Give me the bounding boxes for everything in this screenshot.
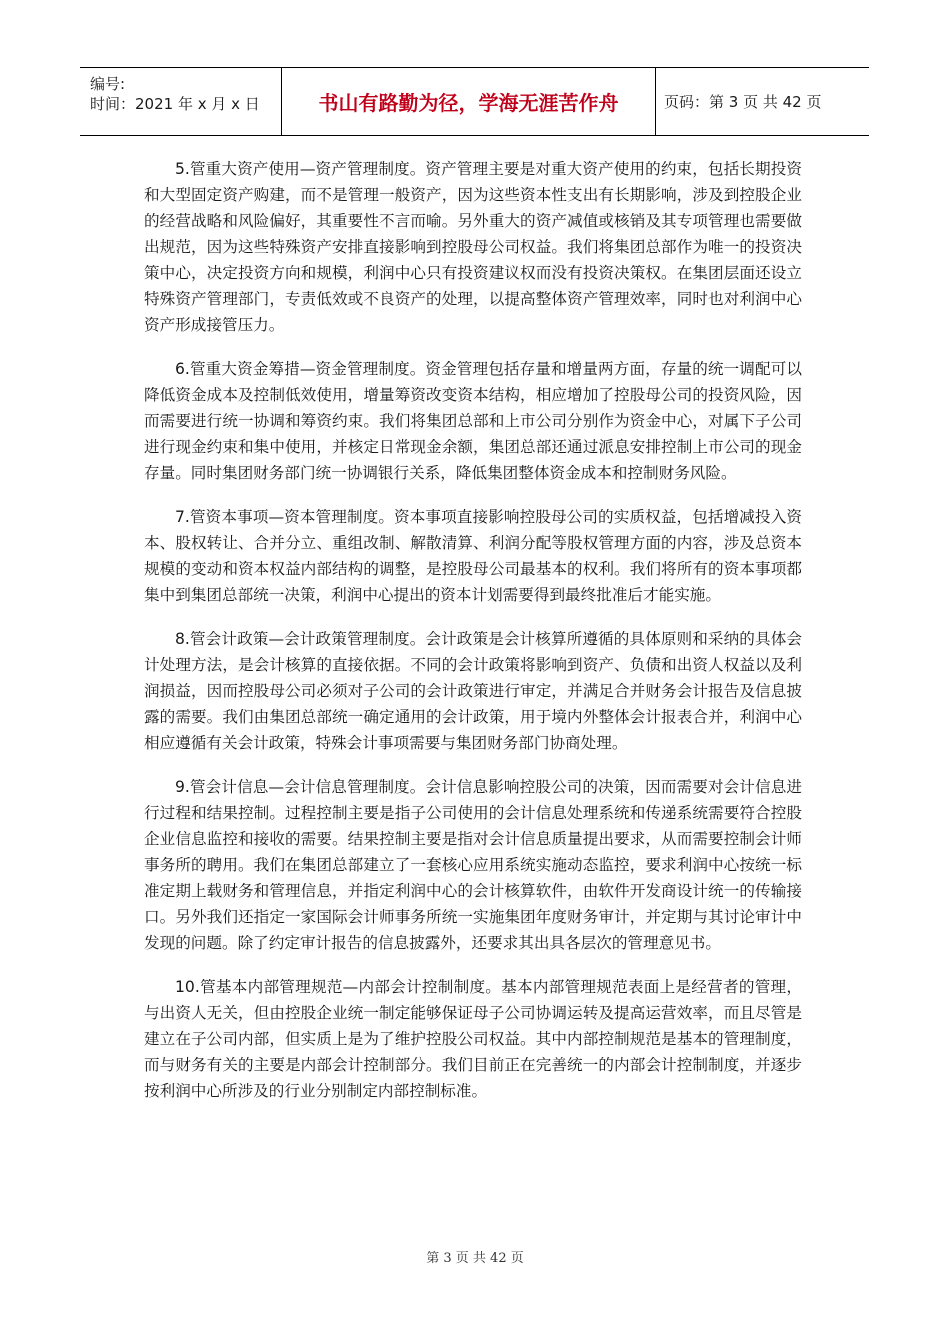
header-page-info: 页码：第 3 页 共 42 页 [664,93,822,111]
paragraph-text: 管资本事项—资本管理制度。资本事项直接影响控股母公司的实质权益，包括增减投入资本、股权转让、合并分立、重组改制、解散清算、利润分配等股权管理方面的内容，涉及总资本规模的变动和资本权益内部结构的调整，是控股母公司最基本的权利。我们将所有的资本事项都集中到集团总部统一决策，利润中心提出的资本计划需要得到最终批准后才能实施。 [144,508,802,604]
document-body [144,156,802,1122]
paragraph-text: 管会计信息—会计信息管理制度。会计信息影响控股公司的决策，因而需要对会计信息进行过程和结果控制。过程控制主要是指子公司使用的会计信息处理系统和传递系统需要符合控股企业信息监控和接收的需要。结果控制主要是指对会计信息质量提出要求，从而需要控制会计师事务所的聘用。我们在集团总部建立了一套核心应用系统实施动态监控，要求利润中心按统一标准定期上载财务和管理信息，并指定利润中心的会计核算软件，由软件开发商设计统一的传输接口。另外我们还指定一家国际会计师事务所统一实施集团年度财务审计，并定期与其讨论审计中发现的问题。除了约定审计报告的信息披露外，还要求其出具各层次的管理意见书。 [144,778,802,952]
paragraph-text: 管基本内部管理规范—内部会计控制制度。基本内部管理规范表面上是经营者的管理，与出资人无关，但由控股企业统一制定能够保证母子公司协调运转及提高运营效率，而且尽管是建立在子公司内部，但实质上是为了维护控股公司权益。其中内部控制规范是基本的管理制度，而与财务有关的主要是内部会计控制部分。我们目前正在完善统一的内部会计控制制度，并逐步按利润中心所涉及的行业分别制定内部控制标准。 [144,978,802,1100]
document-date: 时间：2021 年 x 月 x 日 [90,95,260,113]
paragraph-9 [144,774,802,956]
paragraph-number: 8. [175,630,190,648]
paragraph-5 [144,156,802,338]
paragraph-text: 管重大资产使用—资产管理制度。资产管理主要是对重大资产使用的约束，包括长期投资和大型固定资产购建，而不是管理一般资产，因为这些资本性支出有长期影响，涉及到控股企业的经营战略和风险偏好，其重要性不言而喻。另外重大的资产减值或核销及其专项管理也需要做出规范，因为这些特殊资产安排直接影响到控股母公司权益。我们将集团总部作为唯一的投资决策中心，决定投资方向和规模，利润中心只有投资建议权而没有投资决策权。在集团层面还设立特殊资产管理部门，专责低效或不良资产的处理，以提高整体资产管理效率，同时也对利润中心资产形成接管压力。 [144,160,802,334]
paragraph-number: 10. [175,978,200,996]
paragraph-6 [144,356,802,486]
paragraph-10 [144,974,802,1104]
paragraph-text: 管会计政策—会计政策管理制度。会计政策是会计核算所遵循的具体原则和采纳的具体会计处理方法，是会计核算的直接依据。不同的会计政策将影响到资产、负债和出资人权益以及利润损益，因而控股母公司必须对子公司的会计政策进行审定，并满足合并财务会计报告及信息披露的需要。我们由集团总部统一确定通用的会计政策，用于境内外整体会计报表合并，利润中心相应遵循有关会计政策，特殊会计事项需要与集团财务部门协商处理。 [144,630,802,752]
header-motto: 书山有路勤为径，学海无涯苦作舟 [282,68,656,135]
paragraph-number: 7. [175,508,190,526]
paragraph-number: 5. [175,160,190,178]
paragraph-7 [144,504,802,608]
page-footer: 第 3 页 共 42 页 [426,1251,524,1266]
page-header [80,67,869,136]
paragraph-number: 6. [175,360,190,378]
paragraph-text: 管重大资金筹措—资金管理制度。资金管理包括存量和增量两方面，存量的统一调配可以降低资金成本及控制低效使用，增量筹资改变资本结构，相应增加了控股母公司的投资风险，因而需要进行统一协调和筹资约束。我们将集团总部和上市公司分别作为资金中心，对属下子公司进行现金约束和集中使用，并核定日常现金余额，集团总部还通过派息安排控制上市公司的现金存量。同时集团财务部门统一协调银行关系，降低集团整体资金成本和控制财务风险。 [144,360,802,482]
document-number-label: 编号: [90,75,126,93]
paragraph-8 [144,626,802,756]
paragraph-number: 9. [175,778,190,796]
header-meta [80,68,282,135]
